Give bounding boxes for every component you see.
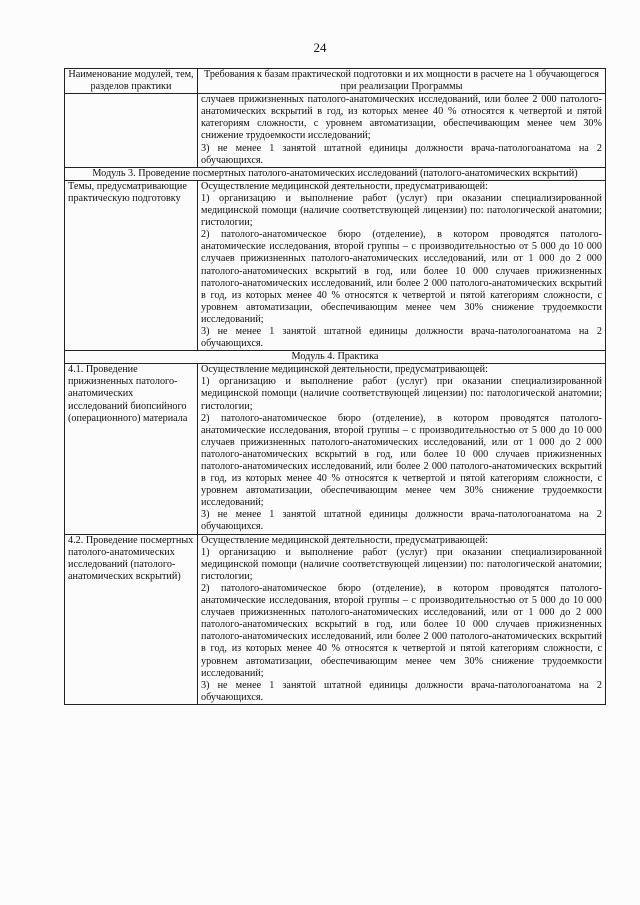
module4-title-row bbox=[65, 351, 606, 364]
module3-title-row bbox=[65, 167, 606, 180]
continuation-cell bbox=[198, 94, 606, 168]
continuation-text: случаев прижизненных патолого-анатомических исследований, или более 2 000 патолого-анатомических вскрытий в год, из которых менее 40 % относятся к четвертой и пятой категориям сложности, с уровнем автоматизации, обеспечивающим менее чем 30% снижение трудоемкости исследований; bbox=[201, 94, 602, 142]
module3-left-cell: Темы, предусматривающие практическую подготовку bbox=[65, 180, 198, 350]
module4-title: Модуль 4. Практика bbox=[65, 351, 606, 364]
section-4-1-left-cell: 4.1. Проведение прижизненных патолого-анатомических исследований биопсийного (операционного) материала bbox=[65, 364, 198, 534]
section-4-1-intro: Осуществление медицинской деятельности, предусматривающей: bbox=[201, 364, 488, 376]
module3-item-2: 2) патолого-анатомическое бюро (отделение), в котором проводятся патолого-анатомические исследования, второй группы – с производительностью от 5 000 до 10 000 случаев прижизненных патолого-анатомических исследований, или от 1 000 до 2 000 патолого-анатомических вскрытий в год, или более 10 000 случаев прижизненных патолого-анатомических исследований, или более 2 000 патолого-анатомических вскрытий в год, из которых менее 40 % относятся к четвертой и пятой категориям сложности, с уровнем автоматизации, обеспечивающим менее чем 30% снижение трудоемкости исследований; bbox=[201, 229, 602, 325]
section-4-1-row bbox=[65, 364, 606, 534]
section-4-2-item-2: 2) патолого-анатомическое бюро (отделение), в котором проводятся патолого-анатомические исследования, второй группы – с производительностью от 5 000 до 10 000 случаев прижизненных патолого-анатомических исследований, или от 1 000 до 2 000 патолого-анатомических вскрытий в год, или более 10 000 случаев прижизненных патолого-анатомических исследований, или более 2 000 патолого-анатомических вскрытий в год, из которых менее 40 % относятся к четвертой и пятой категориям сложности, с уровнем автоматизации, обеспечивающим менее чем 30% снижение трудоемкости исследований; bbox=[201, 582, 602, 679]
section-4-1-requirements-cell bbox=[198, 364, 606, 534]
module3-item-3: 3) не менее 1 занятой штатной единицы должности врача-патологоанатома на 2 обучающихся. bbox=[201, 325, 602, 350]
section-4-1-item-2: 2) патолого-анатомическое бюро (отделение), в котором проводятся патолого-анатомические исследования, второй группы – с производительностью от 5 000 до 10 000 случаев прижизненных патолого-анатомических исследований, или от 1 000 до 2 000 патолого-анатомических вскрытий в год, или более 10 000 случаев прижизненных патолого-анатомических исследований, или более 2 000 патолого-анатомических вскрытий в год, из которых менее 40 % относятся к четвертой и пятой категориям сложности, с уровнем автоматизации, обеспечивающим менее чем 30% снижение трудоемкости исследований; bbox=[201, 412, 602, 509]
module3-row bbox=[65, 180, 606, 350]
section-4-2-item-3: 3) не менее 1 занятой штатной единицы должности врача-патологоанатома на 2 обучающихся. bbox=[201, 679, 602, 703]
header-col-requirements: Требования к базам практической подготовки и их мощности в расчете на 1 обучающегося при реализации Программы bbox=[198, 69, 606, 94]
module3-title: Модуль 3. Проведение посмертных патолого-анатомических исследований (патолого-анатомических вскрытий) bbox=[65, 167, 606, 180]
continuation-row bbox=[65, 94, 606, 168]
module3-item-1: 1) организацию и выполнение работ (услуг) при оказании специализированной медицинской помощи (наличие соответствующей лицензии) по: патологической анатомии; гистологии; bbox=[201, 192, 602, 229]
continuation-left-cell bbox=[65, 94, 198, 168]
continuation-staff-requirement: 3) не менее 1 занятой штатной единицы должности врача-патологоанатома на 2 обучающихся. bbox=[201, 142, 602, 166]
section-4-2-left-cell: 4.2. Проведение посмертных патолого-анатомических исследований (патолого-анатомических вскрытий) bbox=[65, 534, 198, 704]
section-4-1-item-3: 3) не менее 1 занятой штатной единицы должности врача-патологоанатома на 2 обучающихся. bbox=[201, 509, 602, 533]
module3-requirements-cell bbox=[198, 180, 606, 350]
page-number: 24 bbox=[313, 40, 327, 55]
section-4-2-intro: Осуществление медицинской деятельности, предусматривающей: bbox=[201, 534, 488, 546]
section-4-2-row bbox=[65, 534, 606, 704]
table-header-row bbox=[65, 69, 606, 94]
header-col-modules: Наименование модулей, тем, разделов практики bbox=[65, 69, 198, 94]
section-4-1-item-1: 1) организацию и выполнение работ (услуг) при оказании специализированной медицинской помощи (наличие соответствующей лицензии) по: патологической анатомии; гистологии; bbox=[201, 376, 602, 412]
requirements-table bbox=[64, 68, 606, 705]
module3-intro: Осуществление медицинской деятельности, предусматривающей: bbox=[201, 180, 488, 192]
section-4-2-item-1: 1) организацию и выполнение работ (услуг) при оказании специализированной медицинской помощи (наличие соответствующей лицензии) по: патологической анатомии; гистологии; bbox=[201, 546, 602, 582]
section-4-2-requirements-cell bbox=[198, 534, 606, 704]
